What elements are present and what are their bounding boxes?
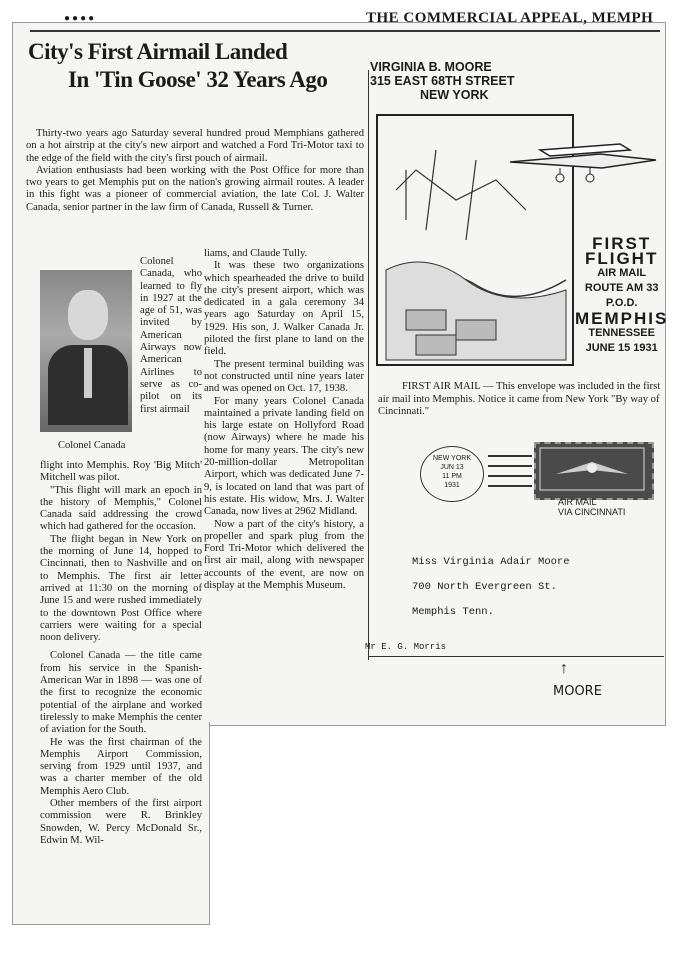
cachet-line: AIR MAIL: [597, 267, 647, 279]
masthead-rule: [30, 30, 660, 32]
headline-line1: City's First Airmail Landed: [28, 39, 288, 64]
portrait-head: [68, 290, 108, 340]
return-address-name: VIRGINIA B. MOORE: [370, 60, 492, 74]
article-paragraph: Other members of the first airport commission were R. Brinkley Snowden, W. Percy McDonald Sr., Edwin M. Wil-: [40, 798, 202, 846]
article-paragraph: The flight began in New York on the morning of June 14, hopped to Cincinnati, then to Nashville and on to Memphis. The first air letter arrived at 11:30 on the morning of June 15 and were rushed immediately to the downtown Post Office where carriers were waiting for a special noon delivery.: [40, 533, 202, 644]
headline: [28, 38, 368, 94]
return-address-street: 315 EAST 68TH STREET: [370, 74, 515, 88]
article-middle-column: [204, 248, 364, 592]
cancellation-lines: [488, 448, 532, 498]
cachet-line: ROUTE AM 33: [584, 282, 659, 294]
cachet-line: FIRST: [592, 234, 652, 253]
portrait-tie: [84, 348, 92, 398]
first-flight-cachet: [575, 236, 668, 356]
return-address: [370, 60, 515, 102]
postmark-line: JUN 13: [440, 464, 464, 471]
article-paragraph: Now a part of the city's history, a propeller and spark plug from the Ford Tri-Motor which delivered the first air mail, along with newspaper accounts of the event, are now on display at the Memphis Museum.: [204, 518, 364, 592]
article-left-column: [40, 460, 202, 847]
article-paragraph: Aviation enthusiasts had been working with the Post Office for more than two years to get Memphis put on the nation's growing airmail routes. A leader in this fight was a pioneer of commercial aviation, the late Col. J. Walter Canada, senior partner in the law firm of Canada, Russell & Turner.: [26, 164, 364, 213]
airmail-via-label: [558, 497, 625, 517]
cachet-line: P.O.D.: [605, 297, 638, 309]
article-paragraph: He was the first chairman of the Memphis Airport Commission, serving from 1929 until 1937, and was a charter member of the old Memphis Aero Club.: [40, 736, 202, 797]
postmark-line: 1931: [444, 482, 460, 489]
up-arrow-icon: ↑: [560, 660, 568, 677]
article-paragraph: liams, and Claude Tully.: [204, 248, 308, 259]
article-paragraph: flight into Memphis. Roy 'Big Mitch' Mitchell was pilot.: [40, 460, 202, 484]
airmail-stamp: [534, 442, 654, 500]
article-paragraph: "This flight will mark an epoch in the history of Memphis," Colonel Canada said addressing the crowd which had gathered for the occasion.: [40, 484, 202, 533]
article-paragraph: Thirty-two years ago Saturday several hundred proud Memphians gathered on a hot airstrip at the city's new airport and watched a Ford Tri-Motor taxi to the edge of the field with the city's first pouch of airmail.: [26, 128, 364, 164]
eagle-icon: [536, 444, 648, 494]
postmark-line: 11 PM: [442, 473, 462, 480]
sender-signature: Mr E. G. Morris: [365, 642, 447, 652]
recipient-city: Memphis Tenn.: [412, 606, 494, 618]
article-paragraph: The present terminal building was not constructed until nine years later and was opened on Oct. 17, 1938.: [204, 358, 364, 395]
recipient-name: Miss Virginia Adair Moore: [412, 556, 570, 568]
envelope-caption: FIRST AIR MAIL — This envelope was included in the first air mail into Memphis. Notice it came from New York "By way of Cincinnati.": [378, 381, 661, 417]
cachet-line: MEMPHIS: [575, 309, 669, 328]
masthead: THE COMMERCIAL APPEAL, MEMPH: [366, 10, 654, 26]
handwritten-note: MOORE: [553, 684, 602, 699]
column-divider: [368, 70, 369, 660]
photo-caption: Colonel Canada: [58, 440, 126, 451]
recipient-street: 700 North Evergreen St.: [412, 581, 557, 593]
article-paragraph: For many years Colonel Canada maintained a private landing field on his large estate on Hollyford Road (now Airways) where he made his home for many years. The city's new 20-million-dollar Metropolitan Airport, which was dedicated June 7-9, is located on land that was part of his estate. His widow, Mrs. J. Walter Canada, now lives at 2962 Midland.: [204, 395, 364, 518]
postmark: [420, 446, 484, 502]
article-lead: [26, 128, 364, 214]
airmail-via-line: VIA CINCINNATI: [558, 507, 626, 517]
cachet-line: FLIGHT: [584, 249, 659, 268]
headline-line2: In 'Tin Goose' 32 Years Ago: [68, 67, 328, 92]
article-paragraph: Colonel Canada, who learned to fly in 1927 at the age of 51, was invited by American Airways now American Airlines to serve as co-pilot on its first airmail: [140, 256, 202, 415]
return-address-city: NEW YORK: [420, 88, 489, 102]
airmail-via-line: AIR MAIL: [558, 497, 597, 507]
portrait-photo: [40, 270, 132, 432]
cachet-line: TENNESSEE: [588, 327, 655, 339]
postmark-line: NEW YORK: [433, 455, 471, 462]
article-paragraph: It was these two organizations which spearheaded the drive to build the city's present airport, which was dedicated in a gala ceremony 34 years ago Saturday on April 15, 1929. His son, J. Walker Canada Jr. piloted the first plane to land on the field.: [204, 260, 364, 358]
envelope-bottom-rule: [368, 656, 664, 657]
cachet-line: JUNE 15 1931: [585, 342, 658, 354]
recipient-address: [412, 550, 570, 625]
article-narrow-column: [140, 256, 202, 416]
article-paragraph: Colonel Canada — the title came from his service in the Spanish-American War in 1898 — was one of the first to recognize the economic potential of the airplane and worked tirelessly to make Memphis the center of aviation for the South.: [40, 650, 202, 736]
masthead-dots: ●●●●: [64, 13, 97, 24]
